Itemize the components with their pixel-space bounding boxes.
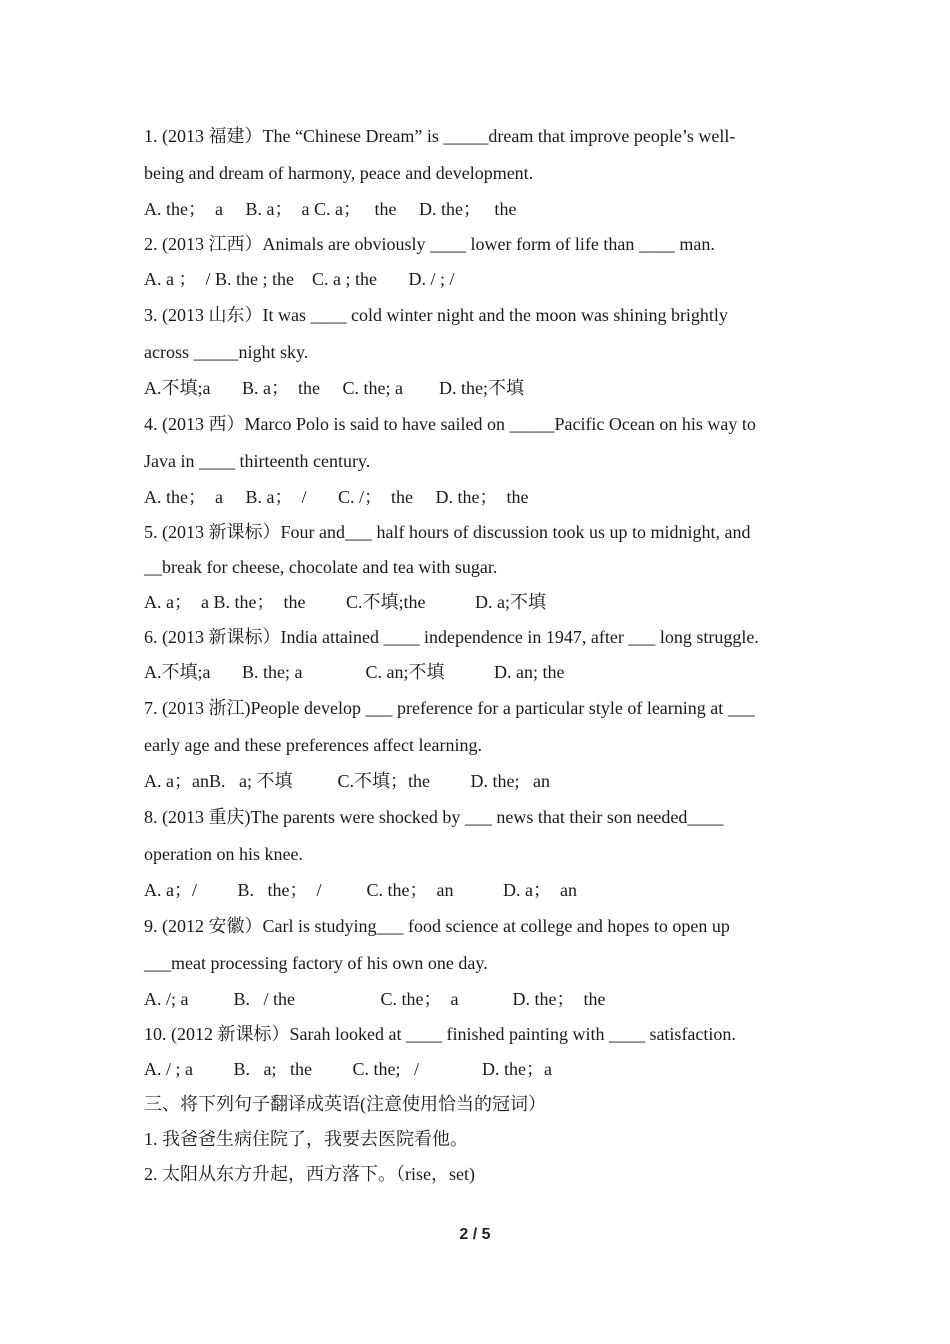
question-5-line-1: 5. (2013 新课标）Four and___ half hours of discussion took us up to midnight, and [144, 522, 751, 542]
question-9-line-1: 9. (2012 安徽）Carl is studying___ food science at college and hopes to open up [144, 916, 730, 936]
question-6 [144, 620, 804, 690]
question-3-line-2: across _____night sky. [144, 342, 309, 362]
section-3-heading: 三、将下列句子翻译成英语(注意使用恰当的冠词） [144, 1094, 546, 1114]
question-7-line-1: 7. (2013 浙江)People develop ___ preference for a particular style of learning at ___ [144, 698, 755, 718]
question-10-line-1: 10. (2012 新课标）Sarah looked at ____ finished painting with ____ satisfaction. [144, 1024, 736, 1044]
question-6-options: A.不填;a B. the; a C. an;不填 D. an; the [144, 662, 565, 682]
question-5-line-2: __break for cheese, chocolate and tea with sugar. [144, 557, 498, 577]
question-9-options: A. /; a B. / the C. the； a D. the； the [144, 989, 606, 1009]
question-3 [144, 297, 804, 406]
section-3 [144, 1087, 804, 1192]
question-4 [144, 406, 804, 515]
question-3-line-1: 3. (2013 山东）It was ____ cold winter night and the moon was shining brightly [144, 305, 728, 325]
question-9-line-2: ___meat processing factory of his own one day. [144, 953, 488, 973]
question-5 [144, 515, 804, 620]
question-2-line-1: 2. (2013 江西）Animals are obviously ____ lower form of life than ____ man. [144, 234, 715, 254]
question-1-line-2: being and dream of harmony, peace and development. [144, 163, 534, 183]
question-3-options: A.不填;a B. a； the C. the; a D. the;不填 [144, 378, 524, 398]
document-body [144, 118, 804, 1192]
question-4-line-1: 4. (2013 西）Marco Polo is said to have sailed on _____Pacific Ocean on his way to [144, 414, 756, 434]
question-4-line-2: Java in ____ thirteenth century. [144, 451, 371, 471]
question-5-options: A. a； a B. the； the C.不填;the D. a;不填 [144, 592, 546, 612]
translation-item-2: 2. 太阳从东方升起，西方落下。（rise，set) [144, 1164, 475, 1184]
question-1-options: A. the； a B. a； a C. a； the D. the； the [144, 199, 517, 219]
question-9 [144, 908, 804, 1017]
question-1 [144, 118, 804, 227]
question-8-options: A. a；/ B. the； / C. the； an D. a； an [144, 880, 577, 900]
question-7 [144, 690, 804, 799]
page-number: 2 / 5 [459, 1226, 491, 1243]
question-6-line-1: 6. (2013 新课标）India attained ____ independence in 1947, after ___ long struggle. [144, 627, 759, 647]
question-4-options: A. the； a B. a； / C. /； the D. the； the [144, 487, 529, 507]
question-2-options: A. a ； / B. the ; the C. a ; the D. / ; / [144, 269, 455, 289]
question-10 [144, 1017, 804, 1087]
question-8-line-2: operation on his knee. [144, 844, 303, 864]
question-8-line-1: 8. (2013 重庆)The parents were shocked by ___ news that their son needed____ [144, 807, 724, 827]
question-1-line-1: 1. (2013 福建）The “Chinese Dream” is _____dream that improve people’s well- [144, 126, 736, 146]
question-10-options: A. / ; a B. a; the C. the; / D. the；a [144, 1059, 552, 1079]
question-8 [144, 799, 804, 908]
translation-item-1: 1. 我爸爸生病住院了，我要去医院看他。 [144, 1129, 468, 1149]
question-7-line-2: early age and these preferences affect learning. [144, 735, 482, 755]
question-2 [144, 227, 804, 297]
question-7-options: A. a；anB. a; 不填 C.不填；the D. the; an [144, 771, 550, 791]
